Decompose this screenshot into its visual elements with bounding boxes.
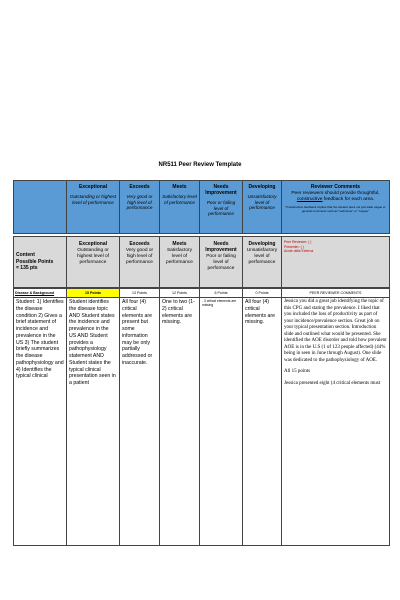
developing-cell: All four (4) critical elements are missing. [243, 298, 282, 546]
header-exceeds: Exceeds Very good or high level of performance [120, 181, 160, 234]
points-exceptional: 15 Points [67, 289, 120, 298]
comment-paragraph: Jessica you did a great job identifying the topic of this CPG and stating the prevalence. I liked that you included the loss of productivity as part of your incidence/prevalence section. Great job on your typical presentation section. Introduction slide and outlined what would be presented. She identified the AOE disorder and told how prevalent AOE is in the U.S (1 of 123 people affected) (44% being in seen in June through August). One slide was dedicated to the pathophysiology of AOE. [284, 299, 387, 363]
peer-reviewer-field[interactable]: Peer Reviewer: ( ) [284, 240, 312, 244]
reviewer-comment-cell[interactable] [282, 298, 390, 546]
meets-cell: One to two (1-2) critical elements are missing. [160, 298, 200, 546]
header-blank-cell [14, 181, 67, 234]
presenter-field[interactable]: Presenter: ( ) [284, 244, 304, 249]
content-label-cell [14, 237, 67, 288]
header-meets: Meets Satisfactory level of performance [160, 181, 200, 234]
reviewer-comments-desc: Peer reviewers should provide thoughtful, constructive feedback for each area. [291, 191, 380, 202]
content-exceeds: Exceeds Very good or high level of performance [120, 237, 160, 288]
header-reviewer-comments: Reviewer Comments Peer reviewers should provide thoughtful, constructive feedback for each area. *Constructive feedback implies that the student does not just state vague or general comments such as "well done" or "I agree" [282, 181, 390, 234]
header-row [14, 181, 390, 234]
presenter-topic: Acute otitis Externa [284, 249, 314, 254]
header-needs-improvement: Needs Improvement Poor or failing level of performance [200, 181, 243, 234]
comment-paragraph: Jessica presented eight (4 critical elements must [284, 380, 381, 386]
content-exceptional: Exceptional Outstanding or highest level of performance [67, 237, 120, 288]
content-row [14, 237, 390, 288]
detail-table [13, 297, 390, 546]
header-exceptional: Exceptional Outstanding or highest level of performance [67, 181, 120, 234]
content-points-table [13, 236, 390, 288]
points-developing: 0 Points [243, 289, 282, 298]
rubric-header-table [13, 180, 390, 234]
page-title: NR511 Peer Review Template [158, 162, 242, 168]
criteria-cell: Student: 1) Identifies the disease condition 2) Gives a brief statement of incidence and prevalence in the US 3) The student briefly summarizes the disease pathophysiology and 4) Identifies the typical clinical [14, 298, 67, 546]
section-label: Disease & Background [14, 289, 67, 298]
exceptional-cell: Student identifies the disease topic AND Student states the incidence and prevalence in the US AND Student provides a pathophysiology statement AND Student states the typical clinical presentation seen in a patient [67, 298, 120, 546]
detail-row [14, 298, 390, 546]
comment-score: All 15 points [284, 369, 311, 374]
needs-improvement-cell: - 3 critical elements are missing [200, 298, 243, 546]
content-needs-improvement: Needs Improvement Poor or failing level of performance [200, 237, 243, 288]
reviewer-presenter-cell[interactable] [282, 237, 390, 288]
content-meets: Meets Satisfactory level of performance [160, 237, 200, 288]
content-label: Content Possible Points = 135 pts [16, 252, 54, 271]
points-meets: 12 Points [160, 289, 200, 298]
peer-reviewer-comments-header: PEER REVIEWER COMMENTS [282, 289, 390, 298]
content-developing: Developing Unsatisfactory level of performance [243, 237, 282, 288]
exceeds-cell: All four (4) critical elements are present but some information may be only partially addressed or inaccurate. [120, 298, 160, 546]
points-needs-improvement: 6 Points [200, 289, 243, 298]
header-developing: Developing Unsatisfactory level of performance [243, 181, 282, 234]
points-exceeds: 13 Points [120, 289, 160, 298]
